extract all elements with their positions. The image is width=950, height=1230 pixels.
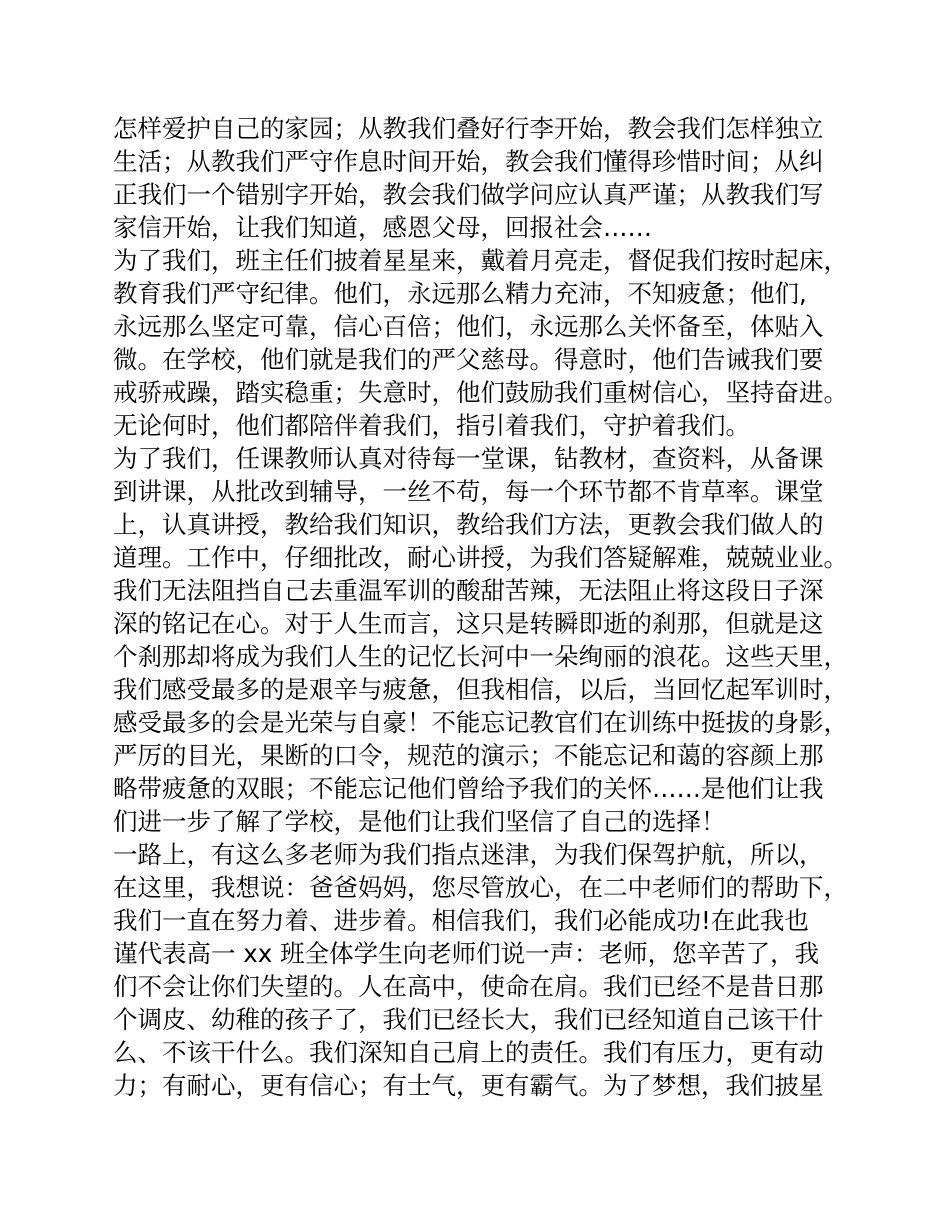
text-line: 力；有耐心，更有信心；有士气，更有霸气。为了梦想，我们披星 bbox=[113, 1071, 824, 1100]
text-line: 略带疲惫的双眼；不能忘记他们曾给予我们的关怀……是他们让我 bbox=[113, 774, 824, 803]
text-line: 感受最多的会是光荣与自豪！不能忘记教官们在训练中挺拔的身影， bbox=[113, 708, 848, 737]
text-line: 教育我们严守纪律。他们，永远那么精力充沛，不知疲惫；他们, bbox=[113, 279, 807, 308]
text-line: 永远那么坚定可靠，信心百倍；他们，永远那么关怀备至，体贴入 bbox=[113, 312, 824, 341]
text-line: 么、不该干什么。我们深知自己肩上的责任。我们有压力，更有动 bbox=[113, 1038, 824, 1067]
text-line: 谨代表高一 xx 班全体学生向老师们说一声：老师，您辛苦了，我 bbox=[113, 939, 820, 968]
text-line: 到讲课，从批改到辅导，一丝不苟，每一个环节都不肯草率。课堂 bbox=[113, 477, 824, 506]
text-line: 为了我们，任课教师认真对待每一堂课，钻教材，查资料，从备课 bbox=[113, 444, 824, 473]
text-line: 生活；从教我们严守作息时间开始，教会我们懂得珍惜时间；从纠 bbox=[113, 147, 824, 176]
text-line: 正我们一个错别字开始，教会我们做学问应认真严谨；从教我们写 bbox=[113, 180, 824, 209]
text-line: 严厉的目光，果断的口令，规范的演示；不能忘记和蔼的容颜上那 bbox=[113, 741, 824, 770]
text-line: 深的铭记在心。对于人生而言，这只是转瞬即逝的刹那，但就是这 bbox=[113, 609, 824, 638]
text-line: 道理。工作中，仔细批改，耐心讲授，为我们答疑解难，兢兢业业。 bbox=[113, 543, 848, 572]
body-text bbox=[113, 112, 853, 1102]
text-line: 个调皮、幼稚的孩子了，我们已经长大，我们已经知道自己该干什 bbox=[113, 1005, 824, 1034]
text-line: 们不会让你们失望的。人在高中，使命在肩。我们已经不是昔日那 bbox=[113, 972, 824, 1001]
text-line: 个刹那却将成为我们人生的记忆长河中一朵绚丽的浪花。这些天里， bbox=[113, 642, 848, 671]
text-line: 为了我们，班主任们披着星星来，戴着月亮走，督促我们按时起床， bbox=[113, 246, 848, 275]
text-line: 们进一步了解了学校，是他们让我们坚信了自己的选择！ bbox=[113, 807, 726, 836]
text-line: 一路上，有这么多老师为我们指点迷津，为我们保驾护航，所以， bbox=[113, 840, 824, 869]
text-line: 在这里，我想说：爸爸妈妈，您尽管放心，在二中老师们的帮助下， bbox=[113, 873, 848, 902]
text-line: 上，认真讲授，教给我们知识，教给我们方法，更教会我们做人的 bbox=[113, 510, 824, 539]
text-line: 戒骄戒躁，踏实稳重；失意时，他们鼓励我们重树信心，坚持奋进。 bbox=[113, 378, 848, 407]
text-line: 我们一直在努力着、进步着。相信我们，我们必能成功!在此我也 bbox=[113, 906, 809, 935]
text-line: 家信开始，让我们知道，感恩父母，回报社会…… bbox=[113, 213, 652, 242]
text-line: 微。在学校，他们就是我们的严父慈母。得意时，他们告诫我们要 bbox=[113, 345, 824, 374]
text-line: 我们无法阻挡自己去重温军训的酸甜苦辣，无法阻止将这段日子深 bbox=[113, 576, 824, 605]
text-line: 我们感受最多的是艰辛与疲惫，但我相信，以后，当回忆起军训时， bbox=[113, 675, 848, 704]
text-line: 怎样爱护自己的家园；从教我们叠好行李开始，教会我们怎样独立 bbox=[113, 114, 824, 143]
text-line: 无论何时，他们都陪伴着我们，指引着我们，守护着我们。 bbox=[113, 411, 750, 440]
